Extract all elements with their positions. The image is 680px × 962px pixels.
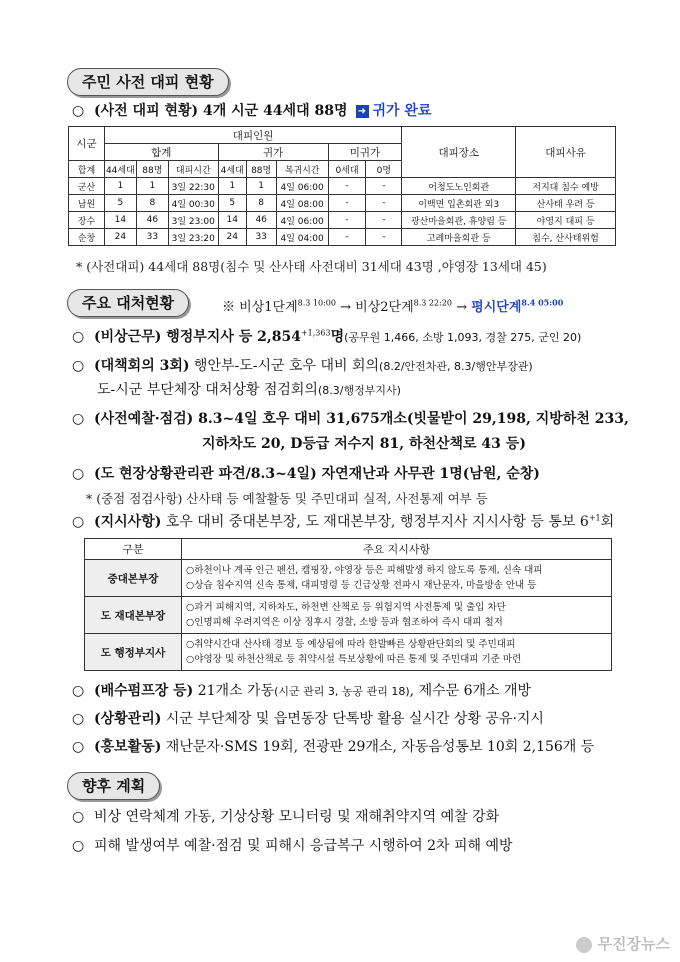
inspection-line-2: 지하차도 20, D등급 저수지 81, 하천산책로 43 등) <box>202 436 526 452</box>
directive-item: ○상습 침수지역 신속 통제, 대피명령 등 긴급상황 전파시 재난문자, 마을방송 안내 등 <box>186 580 537 591</box>
evac-summary-line <box>72 100 431 120</box>
table-cell: - <box>328 212 366 229</box>
dispatch-line <box>72 463 540 483</box>
pr-label: (홍보활동) <box>94 739 162 755</box>
subheader-cell: 0세대 <box>328 161 366 178</box>
inspection-line <box>72 408 629 428</box>
directive-org: 도 행정부지사 <box>85 634 182 671</box>
table-row <box>85 597 612 634</box>
pump-label: (배수펌프장 등) <box>94 683 194 699</box>
directive-org: 도 재대본부장 <box>85 597 182 634</box>
bullet-icon: ○ <box>72 358 85 374</box>
directive-item: ○하천이나 계곡 인근 펜션, 캠핑장, 야영장 등은 피해발생 하지 않도록 통제, 신속 대피 <box>186 565 543 576</box>
watermark-icon <box>576 937 592 953</box>
table-cell: 24 <box>104 229 136 246</box>
header-total: 합계 <box>104 144 218 161</box>
directive-text: 호우 대비 중대본부장, 도 재대본부장, 행정부지사 지시사항 등 통보 6 <box>161 514 589 530</box>
table-cell: 5 <box>218 195 246 212</box>
meeting-line-2 <box>97 379 401 399</box>
table-cell: 4일 06:00 <box>276 178 328 195</box>
table-cell: 14 <box>218 212 246 229</box>
directive-item: ○과거 피해지역, 지하차도, 하천변 산책로 등 위험지역 사전통제 및 출입 차단 <box>186 602 506 613</box>
table-cell: 46 <box>136 212 168 229</box>
table-cell: 1 <box>246 178 276 195</box>
bullet-icon: ○ <box>72 739 85 755</box>
table-cell: 산사태 우려 등 <box>516 195 616 212</box>
bullet-icon: ○ <box>72 466 85 482</box>
situation-line <box>72 708 544 728</box>
table-cell: 33 <box>136 229 168 246</box>
section-title-plan: 향후 계획 <box>67 772 160 800</box>
meeting-line <box>72 355 533 375</box>
pump-tail: , 제수문 6개소 개방 <box>409 683 532 699</box>
directive-label: (지시사항) <box>94 514 162 530</box>
table-cell: 군산 <box>69 178 105 195</box>
pr-line <box>72 736 594 756</box>
meeting-text: 행안부-도-시군 호우 대비 회의 <box>189 358 380 374</box>
directive-line <box>72 511 614 531</box>
table-row <box>69 195 616 212</box>
directives-header-content: 주요 지시사항 <box>182 539 612 560</box>
header-place: 대피장소 <box>402 127 516 178</box>
directive-unit: 회 <box>600 514 615 530</box>
directive-item: ○인명피해 우려지역은 이상 징후시 경찰, 소방 등과 협조하여 즉시 대피 철저 <box>186 617 503 628</box>
subheader-cell: 0명 <box>366 161 402 178</box>
table-cell: 4일 08:00 <box>276 195 328 212</box>
evacuation-table <box>68 126 616 246</box>
pump-detail: (시군 관리 3, 농공 관리 18) <box>274 685 410 698</box>
table-cell: 8 <box>136 195 168 212</box>
subheader-cell: 복귀시간 <box>276 161 328 178</box>
table-cell: 1 <box>136 178 168 195</box>
plan-text-1: 비상 연락체계 가동, 기상상황 모니터링 및 재해취약지역 예찰 강화 <box>94 809 500 825</box>
directives-header-org: 구분 <box>85 539 182 560</box>
table-cell: 광산마을회관, 휴양림 등 <box>402 212 516 229</box>
emergency-duty-delta: +1,363 <box>300 328 331 338</box>
table-cell: 남원 <box>69 195 105 212</box>
stage-final-label: 평시단계 <box>471 300 522 315</box>
plan-line-2 <box>72 835 513 855</box>
header-people: 대피인원 <box>104 127 401 144</box>
subheader-cell: 44세대 <box>104 161 136 178</box>
emergency-stage-line <box>222 296 563 315</box>
table-cell: 고례마을회관 등 <box>402 229 516 246</box>
stage1-time: 8.3 10:00 <box>297 298 336 308</box>
emergency-duty-line <box>72 326 581 346</box>
header-return: 귀가 <box>218 144 328 161</box>
pr-text: 재난문자·SMS 19회, 전광판 29개소, 자동음성통보 10회 2,156개 등 <box>161 739 595 755</box>
header-sigun: 시군 <box>69 127 105 161</box>
table-cell: 3일 22:30 <box>168 178 218 195</box>
subheader-cell: 88명 <box>246 161 276 178</box>
table-cell: - <box>328 229 366 246</box>
table-cell: 46 <box>246 212 276 229</box>
table-row <box>69 178 616 195</box>
stage2-label: → 비상2단계 <box>340 300 414 315</box>
bullet-icon: ○ <box>72 683 85 699</box>
subheader-cell: 대피시간 <box>168 161 218 178</box>
table-row <box>69 212 616 229</box>
meeting-label: (대책회의 3회) <box>94 358 190 374</box>
table-cell: 저지대 침수 예방 <box>516 178 616 195</box>
table-cell: 순창 <box>69 229 105 246</box>
table-cell: 1 <box>104 178 136 195</box>
table-cell: - <box>366 229 402 246</box>
subheader-cell: 88명 <box>136 161 168 178</box>
table-cell: 장수 <box>69 212 105 229</box>
table-cell: 33 <box>246 229 276 246</box>
subheader-cell: 4세대 <box>218 161 246 178</box>
table-cell: - <box>366 195 402 212</box>
plan-line-1 <box>72 806 499 826</box>
table-row <box>85 560 612 597</box>
watermark-logo <box>576 933 670 954</box>
meeting2-text: 도-시군 부단체장 대처상황 점검회의 <box>97 382 318 398</box>
table-cell: 14 <box>104 212 136 229</box>
pump-line <box>72 680 531 700</box>
arrow-right-icon: ➜ <box>356 105 369 118</box>
table-cell: 4일 06:00 <box>276 212 328 229</box>
header-reason: 대피사유 <box>516 127 616 178</box>
inspection-text: (사전예찰·점검) 8.3~4일 호우 대비 31,675개소(빗물받이 29,198, 지방하천 233, <box>94 411 629 427</box>
emergency-duty-breakdown: (공무원 1,466, 소방 1,093, 경찰 275, 군인 20) <box>344 331 582 344</box>
bullet-icon: ○ <box>72 103 85 119</box>
table-cell: 침수, 산사태위험 <box>516 229 616 246</box>
table-cell: 3일 23:00 <box>168 212 218 229</box>
table-cell: 야영지 대피 등 <box>516 212 616 229</box>
directive-delta: +1 <box>588 513 601 523</box>
directive-item: ○야영장 및 하천산책로 등 취약시설 특보상황에 따른 통제 및 주민대피 기준 마련 <box>186 654 522 665</box>
section-title-response: 주요 대처현황 <box>67 289 189 317</box>
section-title-evacuation: 주민 사전 대피 현황 <box>67 68 229 96</box>
table-cell: 4일 00:30 <box>168 195 218 212</box>
focus-check-note: * (중점 점검사항) 산사태 등 예찰활동 및 주민대피 실적, 사전통제 여부 등 <box>86 491 488 506</box>
situation-label: (상황관리) <box>94 711 162 727</box>
stage3-time: 8.4 05:00 <box>521 297 564 308</box>
stage2-time: 8.3 22:20 <box>413 298 452 308</box>
header-noreturn: 미귀가 <box>328 144 402 161</box>
return-status: 귀가 완료 <box>372 103 432 119</box>
bullet-icon: ○ <box>72 411 85 427</box>
table-cell: - <box>328 195 366 212</box>
bullet-icon: ○ <box>72 711 85 727</box>
evac-footnote: * (사전대피) 44세대 88명(침수 및 산사태 사전대비 31세대 43명 ,야영장 13세대 45) <box>76 259 547 274</box>
table-cell: - <box>366 178 402 195</box>
meeting2-detail: (8.3/행정부지사) <box>317 384 401 397</box>
table-cell: 24 <box>218 229 246 246</box>
directive-org: 중대본부장 <box>85 560 182 597</box>
stage-arrow: → <box>456 300 468 315</box>
evac-summary-label: (사전 대피 현황) 4개 시군 44세대 88명 <box>94 103 348 119</box>
table-cell: - <box>328 178 366 195</box>
meeting-detail: (8.2/안전차관, 8.3/행안부장관) <box>379 360 533 373</box>
bullet-icon: ○ <box>72 514 85 530</box>
emergency-duty-unit: 명 <box>330 329 345 345</box>
watermark-text: 무진장뉴스 <box>597 935 670 953</box>
directive-item: ○취약시간대 산사태 경보 등 예상됨에 따라 한발빠른 상황판단회의 및 주민대피 <box>186 639 516 650</box>
stage1-label: ※ 비상1단계 <box>222 300 298 315</box>
bullet-icon: ○ <box>72 838 85 854</box>
situation-text: 시군 부단체장 및 읍면동장 단톡방 활용 실시간 상황 공유·지시 <box>161 711 544 727</box>
emergency-duty-text: (비상근무) 행정부지사 등 2,854 <box>94 329 301 345</box>
subheader-cell: 합계 <box>69 161 105 178</box>
table-cell: 5 <box>104 195 136 212</box>
table-cell: 이백면 입촌회관 외3 <box>402 195 516 212</box>
table-cell: 8 <box>246 195 276 212</box>
table-cell: 어청도노인회관 <box>402 178 516 195</box>
table-cell: - <box>366 212 402 229</box>
plan-text-2: 피해 발생여부 예찰·점검 및 피해시 응급복구 시행하여 2차 피해 예방 <box>94 838 513 854</box>
table-cell: 1 <box>218 178 246 195</box>
bullet-icon: ○ <box>72 809 85 825</box>
directives-table <box>84 538 612 671</box>
bullet-icon: ○ <box>72 329 85 345</box>
table-row <box>85 634 612 671</box>
pump-text: 21개소 가동 <box>193 683 275 699</box>
table-cell: 3일 23:20 <box>168 229 218 246</box>
dispatch-text: (도 현장상황관리관 파견/8.3~4일) 자연재난과 사무관 1명(남원, 순창) <box>94 466 540 482</box>
table-row <box>69 229 616 246</box>
table-cell: 4일 04:00 <box>276 229 328 246</box>
